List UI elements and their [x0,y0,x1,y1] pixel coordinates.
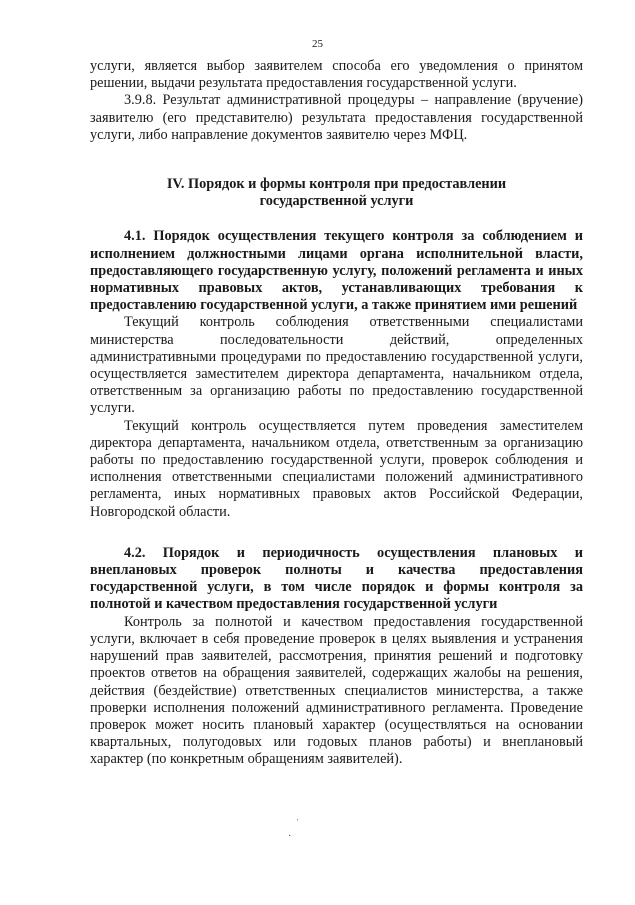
section-title: IV. Порядок и формы контроля при предоставлении государственной услуги [166,176,507,210]
page-number: 25 [312,38,323,50]
scan-mark: · [288,831,292,842]
paragraph-3-9-8: 3.9.8. Результат административной процедуры – направление (вручение) заявителю (его представителю) результата предоставления государственной услуги, либо направление документов заявителю через МФЦ. [90,92,583,143]
scan-mark: ˈ [296,818,300,829]
paragraph-control-method: Текущий контроль осуществляется путем проведения заместителем директора департамента, начальником отдела, ответственным за организацию работы по предоставлению государственной услуги, проверок соблюдения и исполнения ответственными специалистами положений административного регламента, иных нормативных правовых актов Российской Федерации, Новгородской области. [90,417,583,520]
paragraph-continuation: услуги, является выбор заявителем способа его уведомления о принятом решении, выдачи результата предоставления государственной услуги. [90,58,583,92]
paragraph-current-control: Текущий контроль соблюдения ответственными специалистами министерства последовательности действий, определенных административными процедурами по предоставлению государственной услуги, осуществляется заместителем директора департамента, начальником отдела, ответственным за организацию работы по предоставлению государственной услуги. [90,314,583,417]
paragraph-quality-control: Контроль за полнотой и качеством предоставления государственной услуги, включает в себя проведение проверок в целях выявления и устранения нарушений прав заявителей, рассмотрения, принятия решений и подготовку проектов ответов на обращения заявителей, содержащих жалобы на решения, действия (бездействие) ответственных специалистов министерства, а также проверки исполнения положений административного регламента. Проведение проверок может носить плановый характер (осуществляться на основании квартальных, полугодовых или годовых планов работы) и внеплановый характер (по конкретным обращениям заявителей). [90,613,583,768]
document-body [90,58,583,769]
subsection-4-1-title: 4.1. Порядок осуществления текущего контроля за соблюдением и исполнением должностными лицами органа исполнительной власти, предоставляющего государственную услугу, положений регламента и иных нормативных правовых актов, устанавливающих требования к предоставлению государственной услуги, а также принятием ими решений [90,228,583,314]
subsection-4-2-title: 4.2. Порядок и периодичность осуществления плановых и внеплановых проверок полноты и качества предоставления государственной услуги, в том числе порядок и формы контроля за полнотой и качеством предоставления государственной услуги [90,544,583,613]
